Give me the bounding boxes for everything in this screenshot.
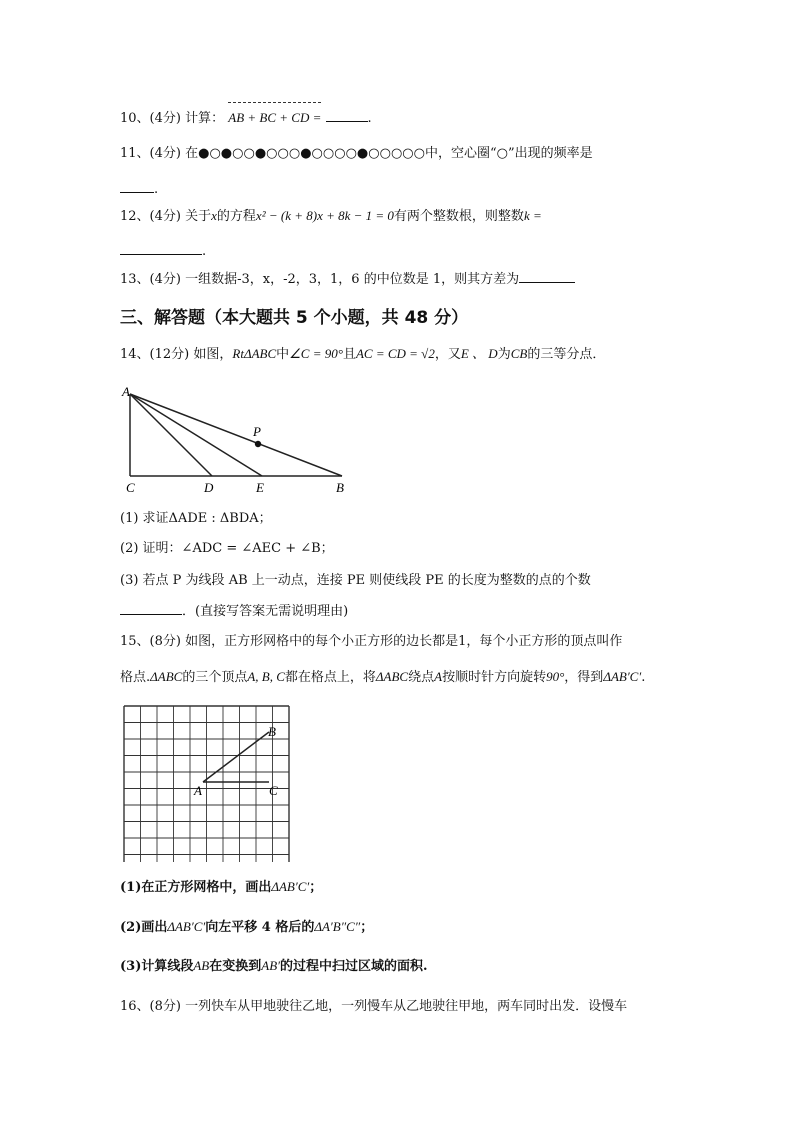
segment: AB′ [261,958,280,973]
vector-expression [228,109,321,127]
question-text: 的三等分点． [527,347,606,362]
segment-ab [130,394,342,476]
question-text: (3)计算线段 [120,959,194,974]
variable-k: k = [523,208,542,223]
question-text: 按顺时针方向旋转 [442,670,547,685]
question-text: ．(直接写答案无需说明理由) [182,604,349,619]
question-text: 计算： [185,111,225,126]
label-b: B [268,724,276,739]
question-number: 10、(4分) [120,111,181,126]
grid-figure [118,700,290,862]
triangle-name: ΔABC [150,669,183,684]
question-15 [120,633,622,651]
points: A, B, C [247,669,285,684]
label-d: D [204,480,214,495]
segment: AB [193,958,210,973]
question-text: 的过程中扫过区域的面积. [280,959,428,974]
triangle-name: ΔAB′C′ [603,669,642,684]
question-text: (1)在正方形网格中，画出 [120,880,272,895]
period: . [367,111,372,126]
question-13 [120,270,575,289]
period: . [641,670,646,685]
label-p: P [253,424,261,439]
angle: ∠C = 90° [289,346,343,361]
equation: AC = CD = √2 [355,346,435,361]
question-text: 且 [342,347,356,362]
triangle-name: RtΔABC [232,346,277,361]
label-e: E [256,480,264,495]
triangle-figure [118,382,358,498]
period: . [154,182,159,197]
question-15-part-2 [120,918,373,937]
question-text: 在●○●○○●○○○●○○○○●○○○○○中，空心圈“○”出现的频率是 [185,146,593,161]
vector-marks [228,102,321,107]
section-heading: 三、解答题（本大题共 5 个小题，共 48 分） [120,308,469,328]
question-16 [120,998,627,1016]
question-text: 都在格点上，将 [284,670,376,685]
label-b: B [336,480,344,495]
triangle-name: ΔAB′C′ [271,879,310,894]
question-text: 有两个整数根，则整数 [393,209,524,224]
triangle-name: ΔABC [375,669,409,684]
degree: 90° [546,669,565,684]
segment-ad [130,394,212,476]
variable-x: x [211,208,217,223]
question-number: 15、(8分) [120,634,181,649]
question-14-part-3: (3) 若点 P 为线段 AB 上一动点，连接 PE 则使线段 PE 的长度为整数的点的个数 [120,573,591,588]
question-text: 为 [497,347,511,362]
question-text: 的方程 [216,209,256,224]
period: . [202,244,207,259]
label-c: C [269,783,278,798]
question-text: 的三个顶点 [182,670,248,685]
vector-sum: AB + BC + CD = [228,110,322,125]
question-text: 在变换到 [209,959,262,974]
question-12-answer [120,242,206,261]
segment-ab [203,732,269,782]
question-11 [120,145,593,163]
question-10 [120,109,372,128]
question-text: (2)画出 [120,920,168,935]
question-text: 向左平移 4 格后的 [205,920,315,935]
point-p [255,441,261,447]
label-a: A [194,783,202,798]
question-14-part-3-answer [120,602,348,621]
points: E 、 D [460,346,498,361]
question-number: 16、(8分) [120,999,181,1014]
question-text: 如图， [193,347,233,362]
triangle-name: ΔA′B″C″ [314,919,361,934]
question-text: 格点. [120,670,151,685]
question-number: 13、(4分) [120,272,181,287]
answer-blank [120,180,154,193]
label-c: C [126,480,135,495]
question-text: 一组数据-3，x，-2，3，1，6 的中位数是 1，则其方差为 [185,272,520,287]
answer-blank [120,602,182,615]
question-14 [120,345,605,364]
triangle-name: ΔAB′C′ [167,919,206,934]
segment-ae [130,394,262,476]
grid-lines [124,706,289,862]
question-15-part-1 [120,878,322,897]
question-number: 11、(4分) [120,146,181,161]
question-14-part-2: (2) 证明：∠ADC = ∠AEC + ∠B； [120,541,334,556]
question-text: 关于 [185,209,212,224]
question-text: 绕点 [408,670,435,685]
answer-blank [120,242,202,255]
question-text: 中 [276,347,290,362]
question-text: ； [309,880,323,895]
question-text: ，得到 [564,670,604,685]
question-15-line-2 [120,668,645,687]
question-text: ； [360,920,374,935]
question-number: 12、(4分) [120,209,181,224]
question-11-answer [120,180,158,199]
point-name: A [434,669,443,684]
question-text: 如图，正方形网格中的每个小正方形的边长都是1，每个小正方形的顶点叫作 [185,634,623,649]
label-a: A [122,384,130,399]
equation: x² − (k + 8)x + 8k − 1 = 0 [255,208,394,223]
answer-blank [519,270,575,283]
question-text: 一列快车从甲地驶往乙地，一列慢车从乙地驶往甲地，两车同时出发．设慢车 [185,999,628,1014]
answer-blank [326,109,368,122]
question-text: ，又 [434,347,461,362]
question-number: 14、(12分) [120,347,190,362]
question-12 [120,207,542,226]
question-15-part-3 [120,957,428,976]
question-14-part-1: (1) 求证ΔADE : ΔBDA； [120,511,272,526]
segment: CB [510,346,528,361]
